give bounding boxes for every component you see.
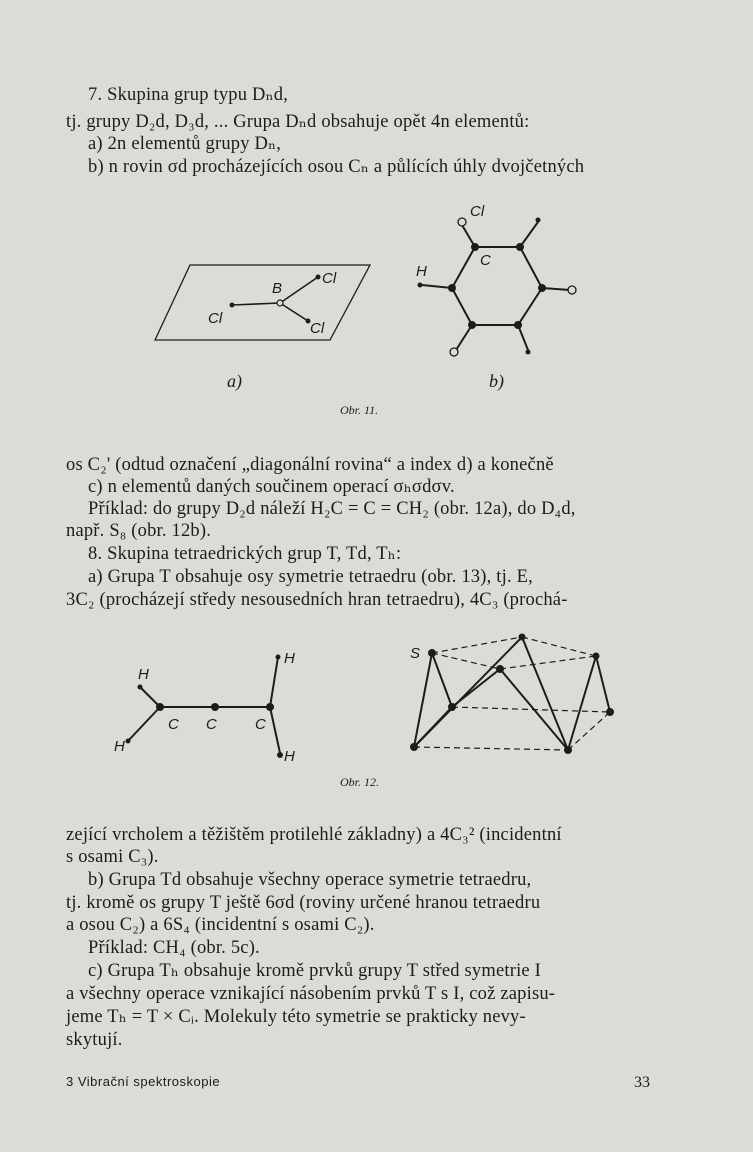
- atom-c: [468, 321, 476, 329]
- bond: [422, 285, 452, 288]
- text-line: c) n elementů daných součinem operací σₕσdσv.: [88, 477, 455, 497]
- text-line: s osami C₃).: [66, 847, 159, 867]
- text-line: a) 2n elementů grupy Dₙ,: [88, 134, 282, 154]
- text-line: a osou C₂) a 6S₄ (incidentní s osami C₂).: [66, 915, 375, 935]
- atom-c: [516, 243, 524, 251]
- bond: [518, 325, 528, 350]
- page-number: 33: [634, 1074, 650, 1091]
- bond: [140, 687, 160, 707]
- text-line: zející vrcholem a těžištěm protilehlé základny) a 4C₃² (incidentní: [66, 825, 562, 845]
- atom-c: [448, 284, 456, 292]
- front-edges: [414, 637, 610, 750]
- bond: [232, 303, 280, 305]
- text-line: tj. grupy D₂d, D₃d, ... Grupa Dₙd obsahuje opět 4n elementů:: [66, 112, 530, 132]
- atom-label: Cl: [322, 270, 337, 287]
- footer-note: 3 Vibrační spektroskopie: [66, 1074, 221, 1089]
- figure-caption: Obr. 11.: [340, 403, 379, 417]
- bond: [270, 657, 278, 707]
- atom-s: [519, 634, 526, 641]
- back-edges: [414, 637, 610, 750]
- atom-h: [276, 655, 281, 660]
- atom-cl: [568, 286, 576, 294]
- atom-cl: [316, 275, 321, 280]
- atom-s: [428, 649, 436, 657]
- atom-h: [526, 350, 531, 355]
- atom-label: Cl: [310, 320, 325, 337]
- atom-label: C: [168, 716, 179, 733]
- bond: [280, 303, 308, 321]
- atom-label: B: [272, 280, 283, 297]
- atom-label: C: [480, 252, 491, 269]
- figure-label-b: b): [489, 371, 504, 391]
- figure-11b-ring: [410, 200, 590, 360]
- text-line: jeme Tₕ = T × Cᵢ. Molekuly této symetrie se prakticky nevy-: [66, 1007, 526, 1027]
- bond: [128, 707, 160, 741]
- plane-parallelogram: [155, 265, 370, 340]
- atom-label: H: [284, 748, 295, 765]
- atom-cl: [458, 218, 466, 226]
- atom-h: [536, 218, 541, 223]
- atom-h: [126, 739, 131, 744]
- ring-hexagon: [452, 247, 542, 325]
- atom-s: [593, 653, 600, 660]
- text-line: Příklad: do grupy D₂d náleží H₂C = C = CH₂ (obr. 12a), do D₄d,: [88, 499, 576, 519]
- text-line: c) Grupa Tₕ obsahuje kromě prvků grupy T střed symetrie I: [88, 961, 542, 981]
- atom-c: [211, 703, 219, 711]
- text-line: 8. Skupina tetraedrických grup T, Td, Tₕ:: [88, 544, 402, 564]
- text-line: tj. kromě os grupy T ještě 6σd (roviny určené hranou tetraedru: [66, 893, 541, 913]
- atom-label: H: [114, 738, 125, 755]
- bond: [520, 222, 538, 247]
- atom-s: [448, 703, 456, 711]
- atom-s: [496, 665, 504, 673]
- atom-s: [606, 708, 614, 716]
- figure-caption: Obr. 12.: [340, 775, 380, 789]
- figure-11a-bcl3: [150, 255, 380, 355]
- bond: [456, 325, 472, 350]
- atom-h: [138, 685, 143, 690]
- atom-s: [410, 743, 418, 751]
- text-line: 7. Skupina grup typu Dₙd,: [88, 85, 289, 105]
- atom-c: [471, 243, 479, 251]
- atom-label: H: [284, 650, 295, 667]
- atom-h: [277, 752, 283, 758]
- atom-label: Cl: [208, 310, 223, 327]
- text-line: a) Grupa T obsahuje osy symetrie tetraedru (obr. 13), tj. E,: [88, 567, 533, 587]
- text-line: b) Grupa Td obsahuje všechny operace symetrie tetraedru,: [88, 870, 532, 890]
- text-line: b) n rovin σd procházejících osou Cₙ a půlících úhly dvojčetných: [88, 157, 585, 177]
- text-line: 3C₂ (procházejí středy nesousedních hran tetraedru), 4C₃ (prochá-: [66, 590, 568, 610]
- bond: [270, 707, 280, 753]
- atom-cl: [450, 348, 458, 356]
- figure-12b-s8: [400, 630, 630, 765]
- atom-cl: [230, 303, 235, 308]
- text-line: skytují.: [66, 1030, 123, 1050]
- bond: [280, 277, 318, 303]
- atom-c: [538, 284, 546, 292]
- atom-label: C: [255, 716, 266, 733]
- atom-label: C: [206, 716, 217, 733]
- atom-label: H: [416, 263, 427, 280]
- atom-s: [564, 746, 572, 754]
- atom-c: [156, 703, 164, 711]
- atom-c: [514, 321, 522, 329]
- bond: [542, 288, 570, 290]
- atom-h: [418, 283, 423, 288]
- atom-c: [266, 703, 274, 711]
- text-line: os C₂' (odtud označení „diagonální rovina“ a index d) a konečně: [66, 455, 554, 475]
- figure-12a-allene: [110, 645, 310, 775]
- text-line: Příklad: CH₄ (obr. 5c).: [88, 938, 260, 958]
- text-line: např. S₈ (obr. 12b).: [66, 521, 212, 541]
- atom-label: H: [138, 666, 149, 683]
- atom-label: Cl: [470, 203, 485, 220]
- figure-label-a: a): [227, 371, 242, 391]
- atom-b: [277, 300, 283, 306]
- text-line: a všechny operace vznikající násobením prvků T s I, což zapisu-: [66, 984, 556, 1004]
- atom-label: S: [410, 645, 421, 662]
